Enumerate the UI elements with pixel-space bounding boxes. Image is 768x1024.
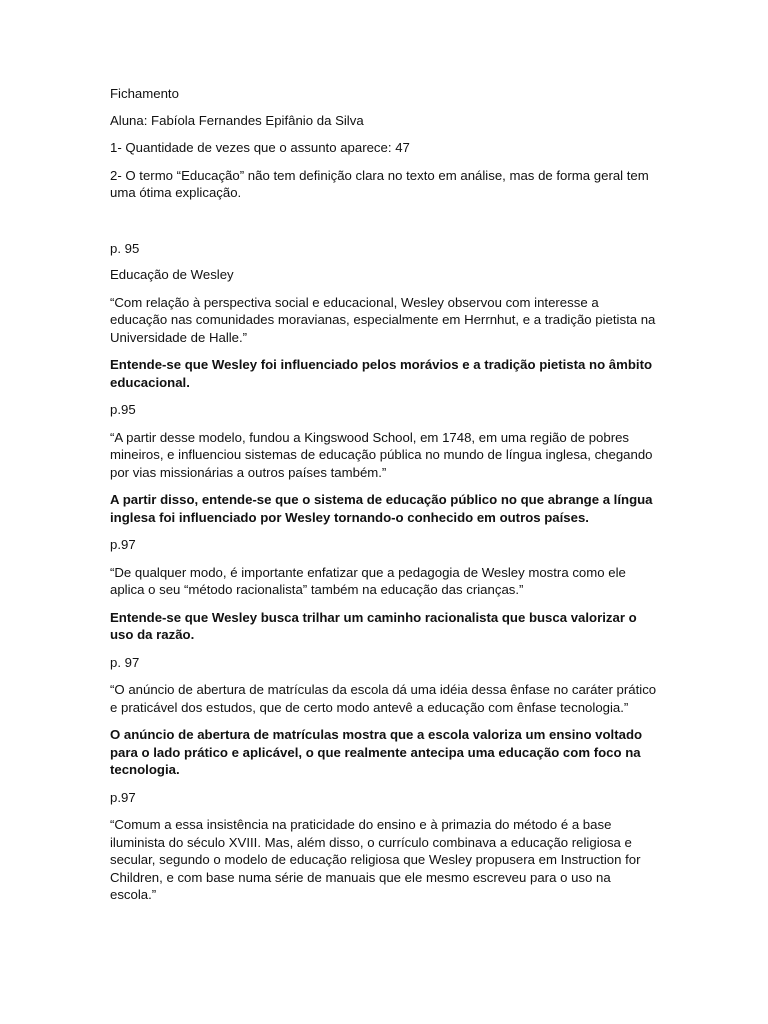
student-name: Aluna: Fabíola Fernandes Epifânio da Silva xyxy=(110,112,364,128)
page-ref: p. 95 xyxy=(110,240,140,256)
note: Entende-se que Wesley foi influenciado pelos morávios e a tradição pietista no âmbito educacional. xyxy=(110,357,653,390)
page-ref: p.97 xyxy=(110,789,136,805)
page-ref: p.95 xyxy=(110,402,136,417)
document-body xyxy=(110,85,658,904)
quote: “Comum a essa insistência na praticidade do ensino e à primazia do método é a base iluminista do século XVIII. Mas, além disso, o currículo combinava a educação religiosa e secular, segundo o modelo de educação religiosa que Wesley propusera em Instruction for Children, e com base numa série de manuais que ele mesmo escreveu para o uso na escola.” xyxy=(110,817,641,902)
note: A partir disso, entende-se que o sistema de educação público no que abrange a língua inglesa foi influenciado por Wesley tornando-o conhecido em outros países. xyxy=(110,492,653,525)
item-1: 1- Quantidade de vezes que o assunto aparece: 47 xyxy=(110,140,410,155)
note: Entende-se que Wesley busca trilhar um caminho racionalista que busca valorizar o uso da razão. xyxy=(110,609,637,642)
page-ref: p. 97 xyxy=(110,654,140,670)
section-heading: Educação de Wesley xyxy=(110,267,234,282)
document-title: Fichamento xyxy=(110,86,179,101)
quote: “De qualquer modo, é importante enfatizar que a pedagogia de Wesley mostra como ele aplica o seu “método racionalista” também na educação das crianças.” xyxy=(110,564,626,597)
quote: “Com relação à perspectiva social e educacional, Wesley observou com interesse a educação nas comunidades moravianas, especialmente em Herrnhut, e a tradição pietista na Universidade de Halle.” xyxy=(110,294,656,345)
page-ref: p.97 xyxy=(110,537,136,552)
note: O anúncio de abertura de matrículas mostra que a escola valoriza um ensino voltado para o lado prático e aplicável, o que realmente antecipa uma educação com foco na tecnologia. xyxy=(110,727,643,777)
quote: “A partir desse modelo, fundou a Kingswood School, em 1748, em uma região de pobres mineiros, e influenciou sistemas de educação pública no mundo de língua inglesa, chegando por vias missionárias a outros países também.” xyxy=(110,429,653,480)
quote: “O anúncio de abertura de matrículas da escola dá uma idéia dessa ênfase no caráter prático e praticável dos estudos, que de certo modo antevê a educação com ênfase tecnologia.” xyxy=(110,682,657,715)
item-2: 2- O termo “Educação” não tem definição clara no texto em análise, mas de forma geral tem uma ótima explicação. xyxy=(110,167,649,200)
